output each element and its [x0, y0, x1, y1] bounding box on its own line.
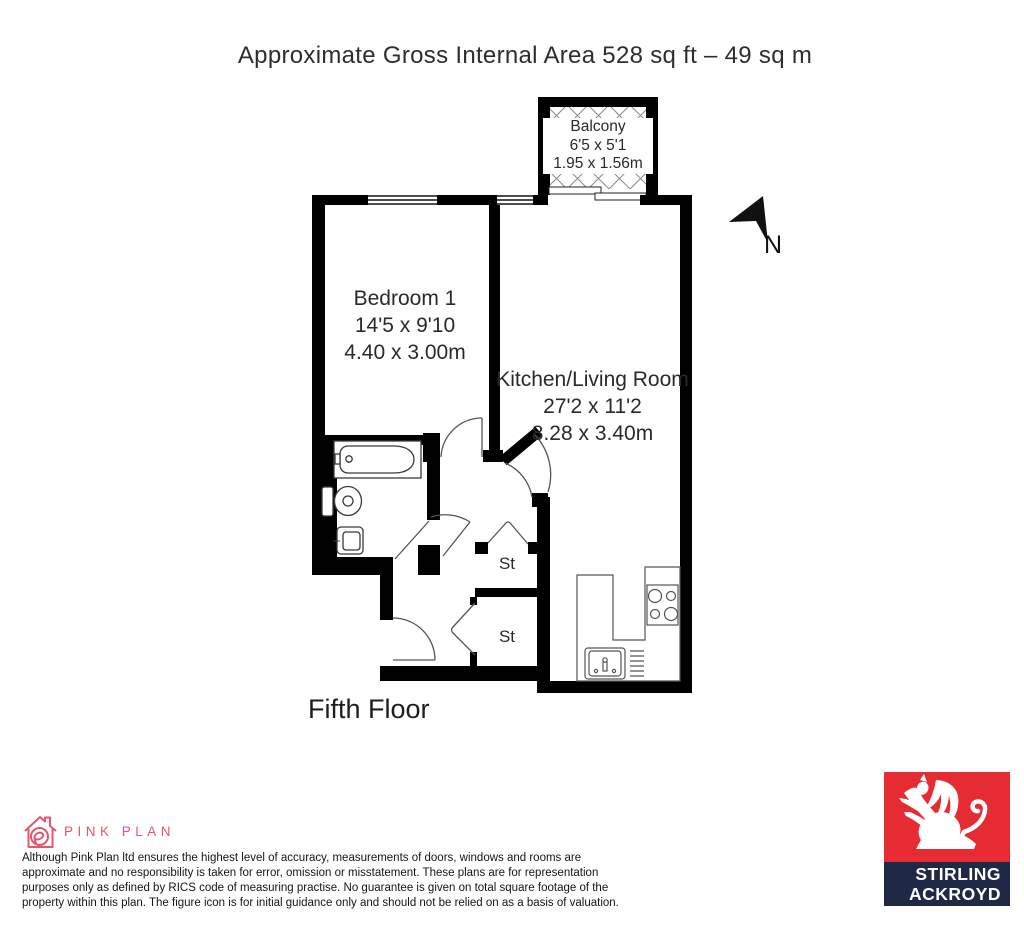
bathroom-fixtures	[322, 441, 421, 554]
griffin-icon	[884, 772, 1010, 862]
st1-bottom-wall	[475, 588, 537, 597]
disclaimer-line: purposes only as defined by RICS code of measuring practise. No guarantee is given on total square footage of the	[22, 882, 609, 894]
balcony-imperial: 6'5 x 5'1	[569, 136, 627, 154]
st2-bifold-door	[452, 603, 476, 655]
bath-corner-jamb	[418, 545, 440, 575]
bedroom-metric: 4.40 x 3.00m	[344, 341, 466, 364]
pinkplan-brand: PINK PLAN	[64, 824, 176, 839]
agency-logo	[884, 772, 1010, 906]
st1-bifold-door	[488, 522, 528, 544]
disclaimer-line: property within this plan. The figure icon is for initial guidance only and should not be relied on as a basis of valuation.	[22, 897, 619, 909]
balcony-name: Balcony	[570, 118, 626, 135]
agency-name-line1: STIRLING	[915, 864, 1001, 884]
kitchen-living-label	[475, 366, 710, 447]
storage-1-label: St	[498, 554, 516, 573]
kitchen-living-name: Kitchen/Living Room	[496, 368, 689, 391]
divider-jamb	[483, 450, 503, 462]
hall-left-wall	[380, 575, 393, 620]
floor-label: Fifth Floor	[308, 694, 430, 724]
top-wall-b	[437, 195, 497, 205]
living-window	[497, 195, 533, 205]
st1-left-jamb	[475, 542, 488, 554]
kitchen-fixtures	[577, 567, 680, 681]
top-wall-c	[533, 195, 548, 205]
kitchen-living-imperial: 27'2 x 11'2	[543, 395, 642, 418]
living-door-jamb	[532, 493, 548, 507]
agency-logo-red-panel	[884, 772, 1010, 862]
disclaimer-line: approximate and no responsibility is taken for error, omission or misstatement. These plans are for representation	[22, 867, 599, 879]
agency-name-line2: ACKROYD	[909, 884, 1001, 904]
bottom-wall-left	[380, 666, 540, 681]
north-arrow-icon	[729, 196, 768, 243]
storage-right-wall	[537, 497, 550, 693]
kitchen-living-metric: 8.28 x 3.40m	[531, 422, 654, 445]
balcony-metric: 1.95 x 1.56m	[553, 155, 643, 172]
bath-bottom-wall	[312, 557, 393, 575]
st1-right-jamb	[528, 542, 537, 554]
bathroom-sink	[333, 527, 363, 554]
page-title: Approximate Gross Internal Area 528 sq ft – 49 sq m	[237, 42, 813, 69]
agency-logo-navy-panel	[884, 862, 1010, 906]
bedroom-imperial: 14'5 x 9'10	[354, 314, 456, 337]
disclaimer-line: Although Pink Plan ltd ensures the highest level of accuracy, measurements of doors, windows and rooms are	[22, 852, 582, 864]
hob	[647, 585, 678, 625]
left-wall	[312, 195, 325, 575]
bath-right-jamb	[423, 433, 440, 462]
toilet	[322, 487, 362, 517]
bedroom-label	[315, 285, 495, 366]
pinkplan-house-icon	[22, 812, 60, 852]
kitchen-sink	[585, 648, 625, 679]
bedroom-window	[368, 195, 437, 205]
north-label: N	[764, 231, 783, 259]
bedroom-name: Bedroom 1	[353, 287, 457, 310]
bottom-wall-right	[545, 681, 692, 693]
entrance-door	[393, 618, 435, 660]
storage-2-label: St	[498, 627, 516, 646]
bathtub	[334, 441, 421, 478]
balcony-label	[543, 118, 653, 174]
disclaimer-text	[22, 851, 619, 911]
bath-right-wall	[427, 462, 440, 520]
